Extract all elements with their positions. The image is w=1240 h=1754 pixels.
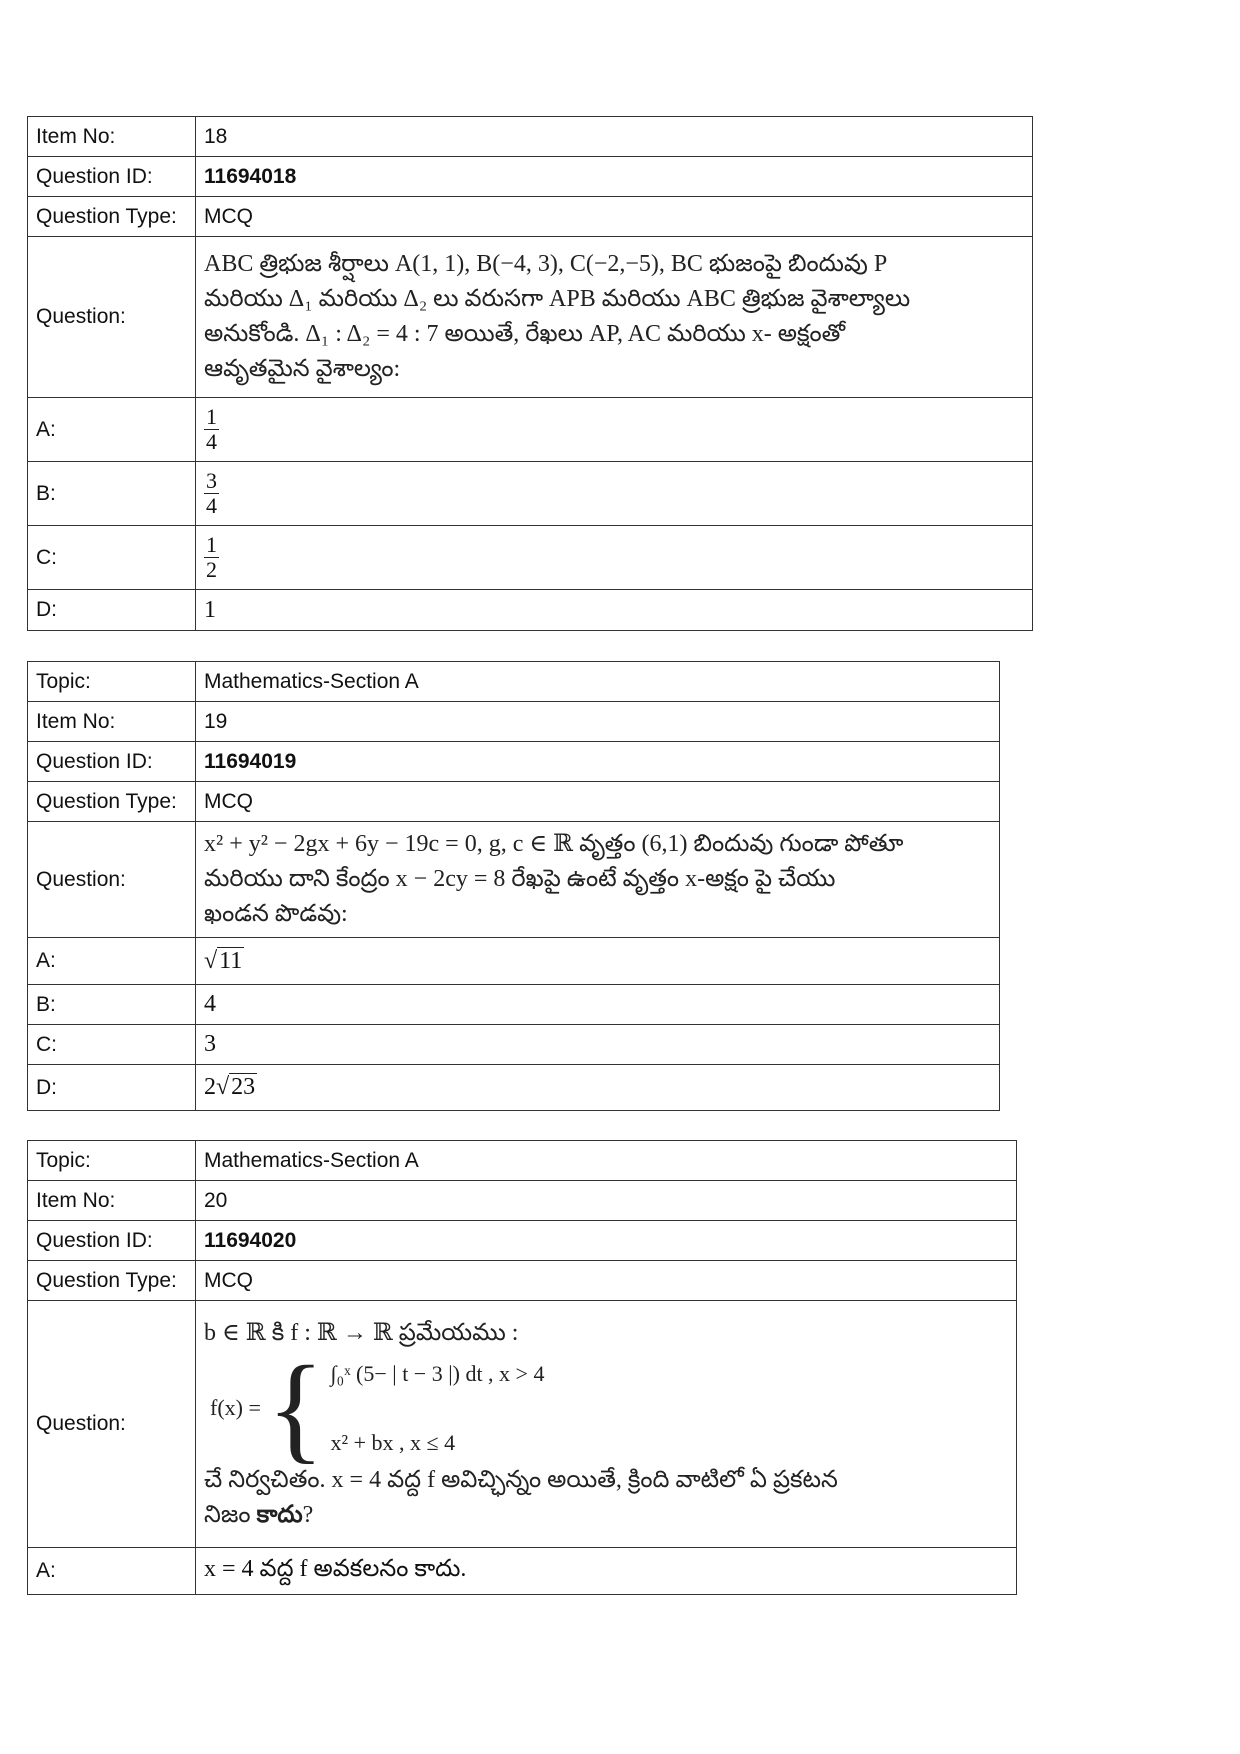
option-b-value bbox=[196, 462, 1033, 526]
question-type-label: Question Type: bbox=[28, 782, 196, 822]
numerator: 3 bbox=[206, 468, 217, 493]
item-no-value: 19 bbox=[196, 702, 1000, 742]
question-line: ఖండన పొడవు: bbox=[204, 901, 348, 927]
topic-label: Topic: bbox=[28, 662, 196, 702]
option-c-row bbox=[28, 1025, 1000, 1065]
item-no-label: Item No: bbox=[28, 702, 196, 742]
option-a-label: A: bbox=[28, 1548, 196, 1595]
numerator: 1 bbox=[206, 404, 217, 429]
function-lhs: f(x) = bbox=[210, 1395, 261, 1420]
question-row bbox=[28, 1301, 1017, 1548]
question-id-row bbox=[28, 1221, 1017, 1261]
question-19-table bbox=[27, 661, 1000, 1111]
topic-value: Mathematics-Section A bbox=[196, 1141, 1017, 1181]
item-no-row bbox=[28, 702, 1000, 742]
fraction bbox=[204, 469, 219, 518]
question-type-row bbox=[28, 782, 1000, 822]
option-d-label: D: bbox=[28, 1065, 196, 1111]
question-id-label: Question ID: bbox=[28, 1221, 196, 1261]
item-no-row bbox=[28, 117, 1033, 157]
question-id-row bbox=[28, 157, 1033, 197]
question-type-label: Question Type: bbox=[28, 197, 196, 237]
question-label: Question: bbox=[28, 1301, 196, 1548]
option-a-value bbox=[196, 398, 1033, 462]
option-d-row bbox=[28, 590, 1033, 631]
item-no-value: 20 bbox=[196, 1181, 1017, 1221]
option-c-label: C: bbox=[28, 1025, 196, 1065]
option-a-label: A: bbox=[28, 398, 196, 462]
topic-row bbox=[28, 662, 1000, 702]
question-text-part: నిజం bbox=[204, 1501, 257, 1528]
option-a-row bbox=[28, 938, 1000, 985]
question-type-label: Question Type: bbox=[28, 1261, 196, 1301]
radicand: 23 bbox=[231, 1074, 256, 1100]
question-line: మరియు Δ₁ మరియు Δ₂ లు వరుసగా APB మరియు ABC త్రిభుజ వైశాల్యాలు bbox=[204, 286, 911, 312]
denominator: 4 bbox=[206, 429, 217, 454]
left-brace-icon: { bbox=[266, 1340, 325, 1474]
option-b-row bbox=[28, 462, 1033, 526]
question-line: ఆవృతమైన వైశాల్యం: bbox=[204, 356, 401, 382]
coefficient: 2 bbox=[204, 1074, 216, 1100]
question-20-table bbox=[27, 1140, 1017, 1595]
option-a-row bbox=[28, 398, 1033, 462]
item-no-label: Item No: bbox=[28, 117, 196, 157]
question-id-label: Question ID: bbox=[28, 742, 196, 782]
option-c-label: C: bbox=[28, 526, 196, 590]
question-line bbox=[204, 1498, 1008, 1533]
option-b-value: 4 bbox=[196, 985, 1000, 1025]
question-line: మరియు దాని కేంద్రం x − 2cy = 8 రేఖపై ఉంటే వృత్తం x-అక్షం పై చేయు bbox=[204, 866, 836, 892]
piecewise-rows bbox=[331, 1356, 545, 1460]
topic-row bbox=[28, 1141, 1017, 1181]
option-a-value bbox=[196, 938, 1000, 985]
item-no-label: Item No: bbox=[28, 1181, 196, 1221]
item-no-row bbox=[28, 1181, 1017, 1221]
question-intro: b ∈ ℝ కి f : ℝ → ℝ ప్రమేయము : bbox=[204, 1319, 519, 1346]
option-a-row bbox=[28, 1548, 1017, 1595]
option-d-value bbox=[196, 1065, 1000, 1111]
radicand: 11 bbox=[219, 947, 243, 974]
option-a-label: A: bbox=[28, 938, 196, 985]
denominator: 4 bbox=[206, 493, 217, 518]
option-b-label: B: bbox=[28, 462, 196, 526]
question-18-table bbox=[27, 116, 1033, 631]
question-type-value: MCQ bbox=[196, 782, 1000, 822]
fraction bbox=[204, 405, 219, 454]
question-label: Question: bbox=[28, 237, 196, 398]
option-c-row bbox=[28, 526, 1033, 590]
option-d-label: D: bbox=[28, 590, 196, 631]
question-text bbox=[196, 237, 1033, 398]
question-label: Question: bbox=[28, 822, 196, 938]
question-type-row bbox=[28, 197, 1033, 237]
question-id-value: 11694019 bbox=[196, 742, 1000, 782]
square-root: √23 bbox=[216, 1074, 256, 1100]
piecewise-function bbox=[210, 1340, 1008, 1474]
question-line: అనుకోండి. Δ₁ : Δ₂ = 4 : 7 అయితే, రేఖలు AP, AC మరియు x- అక్షంతో bbox=[204, 321, 846, 347]
option-d-value: 1 bbox=[196, 590, 1033, 631]
option-c-value bbox=[196, 526, 1033, 590]
topic-value: Mathematics-Section A bbox=[196, 662, 1000, 702]
question-type-row bbox=[28, 1261, 1017, 1301]
question-row bbox=[28, 237, 1033, 398]
question-line: చే నిర్వచితం. x = 4 వద్ద f అవిచ్ఛిన్నం అయితే, క్రింది వాటిలో ఏ ప్రకటన bbox=[204, 1466, 838, 1493]
question-id-label: Question ID: bbox=[28, 157, 196, 197]
option-b-label: B: bbox=[28, 985, 196, 1025]
option-b-row bbox=[28, 985, 1000, 1025]
question-id-value: 11694018 bbox=[196, 157, 1033, 197]
question-line: x² + y² − 2gx + 6y − 19c = 0, g, c ∈ ℝ వృత్తం (6,1) బిందువు గుండా పోతూ bbox=[204, 831, 904, 857]
square-root: √11 bbox=[204, 947, 243, 974]
piece-one: ∫₀ˣ (5− | t − 3 |) dt , x > 4 bbox=[330, 1360, 545, 1386]
question-row bbox=[28, 822, 1000, 938]
topic-label: Topic: bbox=[28, 1141, 196, 1181]
question-type-value: MCQ bbox=[196, 1261, 1017, 1301]
question-type-value: MCQ bbox=[196, 197, 1033, 237]
option-c-value: 3 bbox=[196, 1025, 1000, 1065]
option-a-value: x = 4 వద్ద f అవకలనం కాదు. bbox=[196, 1548, 1017, 1595]
denominator: 2 bbox=[206, 557, 217, 582]
option-d-row bbox=[28, 1065, 1000, 1111]
emphasis-text: కాదు bbox=[256, 1501, 303, 1528]
question-id-value: 11694020 bbox=[196, 1221, 1017, 1261]
question-id-row bbox=[28, 742, 1000, 782]
numerator: 1 bbox=[206, 532, 217, 557]
question-line: ABC త్రిభుజ శీర్షాలు A(1, 1), B(−4, 3), C(−2,−5), BC భుజంపై బిందువు P bbox=[204, 251, 888, 277]
item-no-value: 18 bbox=[196, 117, 1033, 157]
question-text-part: ? bbox=[302, 1501, 314, 1528]
piece-two: x² + bx , x ≤ 4 bbox=[330, 1429, 456, 1455]
fraction bbox=[204, 533, 219, 582]
question-text bbox=[196, 822, 1000, 938]
question-text bbox=[196, 1301, 1017, 1548]
